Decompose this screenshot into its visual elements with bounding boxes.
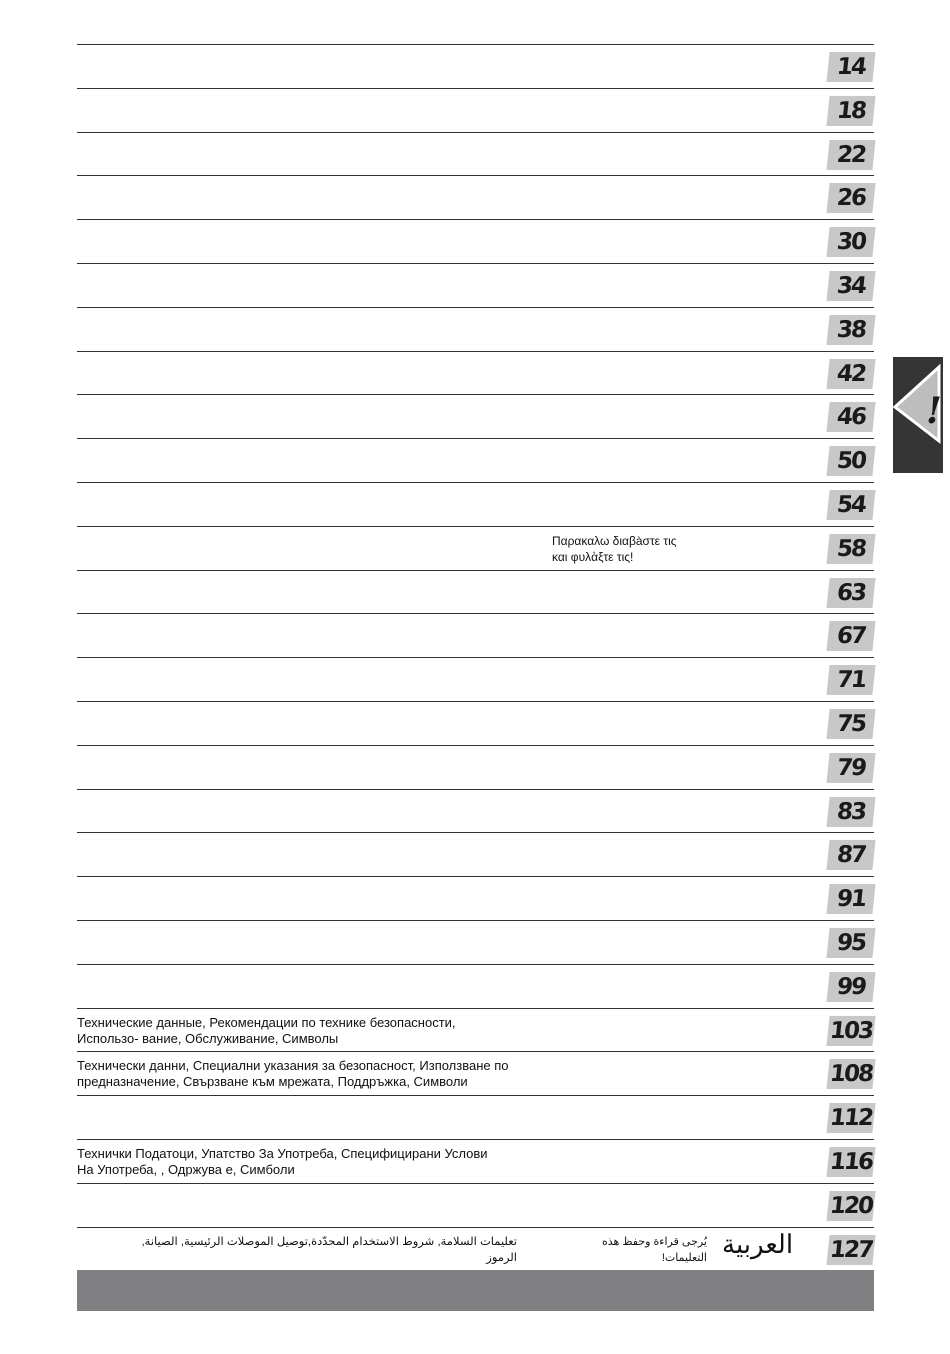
toc-row	[77, 132, 874, 176]
toc-page-number: 46	[826, 402, 875, 432]
table-of-contents	[77, 44, 874, 1270]
toc-row	[77, 657, 874, 701]
toc-page-number: 63	[826, 578, 875, 608]
toc-row	[77, 394, 874, 438]
toc-description: Технички Податоци, Упатство За Употреба, Специфицирани Услови На Употреба, , Одржува е, Симболи	[77, 1145, 488, 1177]
warning-triangle-icon	[893, 357, 943, 473]
toc-page-number: 99	[826, 972, 875, 1002]
toc-page-number: 79	[826, 753, 875, 783]
toc-row	[77, 1095, 874, 1139]
toc-row	[77, 307, 874, 351]
footer-bar	[77, 1270, 874, 1311]
toc-row	[77, 1183, 874, 1227]
toc-row	[77, 175, 874, 219]
toc-row	[77, 876, 874, 920]
toc-row	[77, 789, 874, 833]
toc-page-number: 87	[826, 840, 875, 870]
toc-description: Технические данные, Рекомендации по технике безопасности, Использо- вание, Обслуживание, Символы	[77, 1014, 456, 1046]
toc-description: Технически данни, Специални указания за безопасност, Използване по предназначение, Свързване към мрежата, Поддръжка, Символи	[77, 1058, 509, 1090]
toc-row	[77, 964, 874, 1008]
toc-page-number: 42	[826, 359, 875, 389]
toc-read-instructions: يُرجى قراءة وحفظ هذه التعليمات!	[601, 1235, 707, 1264]
toc-page-number: 58	[826, 534, 875, 564]
toc-page-number: 34	[826, 271, 875, 301]
toc-read-instructions: Παρακαλω διαβàστε τις και φυλὰξτε τις!	[552, 533, 677, 564]
toc-language-name: العربية	[722, 1229, 794, 1260]
toc-page-number: 112	[826, 1103, 875, 1133]
toc-row	[77, 88, 874, 132]
toc-row	[77, 1008, 874, 1052]
toc-page-number: 75	[826, 709, 875, 739]
toc-page-number: 116	[826, 1147, 875, 1177]
toc-page-number: 26	[826, 183, 875, 213]
toc-page-number: 95	[826, 928, 875, 958]
toc-page-number: 83	[826, 797, 875, 827]
toc-row	[77, 438, 874, 482]
toc-row	[77, 526, 874, 570]
toc-page-number: 14	[826, 52, 875, 82]
toc-row	[77, 613, 874, 657]
toc-page-number: 67	[826, 621, 875, 651]
toc-page-number: 108	[826, 1059, 875, 1089]
toc-row	[77, 219, 874, 263]
toc-row	[77, 1139, 874, 1183]
toc-page-number: 103	[826, 1016, 875, 1046]
toc-page-number: 50	[826, 446, 875, 476]
toc-row	[77, 832, 874, 876]
toc-page-number: 120	[826, 1191, 875, 1221]
toc-page-number: 54	[826, 490, 875, 520]
toc-row	[77, 920, 874, 964]
toc-description: تعليمات السلامة, شروط الاستخدام المحدّدة,توصيل الموصلات الرئيسية, الصيانة, الرموز	[141, 1235, 517, 1264]
toc-page-number: 22	[826, 140, 875, 170]
toc-page-number: 18	[826, 96, 875, 126]
toc-page-number: 38	[826, 315, 875, 345]
toc-row	[77, 1227, 874, 1271]
toc-page-number: 127	[826, 1235, 875, 1265]
svg-text:!: !	[926, 390, 942, 432]
warning-side-tab	[893, 357, 943, 473]
toc-row	[77, 701, 874, 745]
toc-row	[77, 44, 874, 88]
toc-row	[77, 570, 874, 614]
toc-row	[77, 351, 874, 395]
toc-row	[77, 263, 874, 307]
toc-row	[77, 482, 874, 526]
toc-page-number: 91	[826, 884, 875, 914]
toc-page-number: 30	[826, 227, 875, 257]
toc-page-number: 71	[826, 665, 875, 695]
toc-row	[77, 745, 874, 789]
toc-row	[77, 1051, 874, 1095]
